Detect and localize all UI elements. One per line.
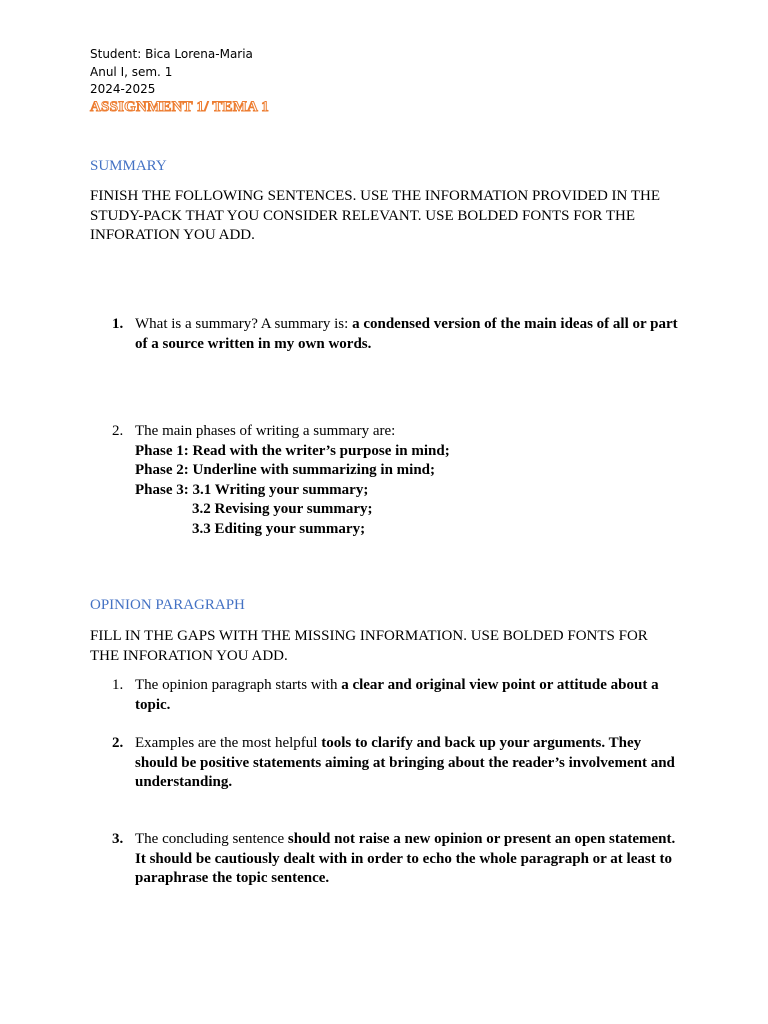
list-number: 1. — [112, 677, 124, 693]
question-prompt: The concluding sentence — [135, 831, 288, 847]
phase-3: Phase 3: 3.1 Writing your summary; — [135, 481, 369, 498]
opinion-heading: OPINION PARAGRAPH — [90, 597, 245, 613]
phase-2: Phase 2: Underline with summarizing in mind; — [135, 462, 436, 478]
question-prompt: What is a summary? A summary is: — [135, 316, 353, 332]
phase-3-2: 3.2 Revising your summary; — [192, 501, 373, 517]
assignment-title: ASSIGNMENT 1/ TEMA 1 — [90, 99, 269, 115]
opinion-instruction: FILL IN THE GAPS WITH THE MISSING INFORMATION. USE BOLDED FONTS FOR THE INFORATION YOU ADD. — [90, 628, 648, 664]
question-prompt: Examples are the most helpful — [135, 735, 322, 751]
student-name: Student: Bica Lorena-Maria — [90, 47, 253, 61]
answer-text: a condensed version of the main ideas of all or part of a source written in my own words. — [135, 316, 678, 352]
answer-text: should not raise a new opinion or present an open statement. It should be cautiously dealt with in order to echo the whole paragraph or at least to paraphrase the topic sentence. — [135, 831, 676, 886]
academic-year: 2024-2025 — [90, 82, 156, 96]
question-text — [135, 315, 683, 354]
answer-text: a clear and original view point or attitude about a topic. — [135, 677, 659, 713]
phase-1: Phase 1: Read with the writer’s purpose in mind; — [135, 442, 450, 459]
list-number: 2. — [112, 423, 124, 439]
summary-instruction: FINISH THE FOLLOWING SENTENCES. USE THE INFORMATION PROVIDED IN THE STUDY-PACK THAT YOU CONSIDER RELEVANT. USE BOLDED FONTS FOR THE INFORATION YOU ADD. — [90, 188, 660, 243]
question-prompt: The opinion paragraph starts with — [135, 677, 342, 693]
summary-heading: SUMMARY — [90, 158, 167, 174]
question-text — [135, 830, 683, 889]
question-text — [135, 422, 683, 539]
list-number: 2. — [112, 735, 124, 751]
list-number: 1. — [112, 316, 124, 332]
question-text — [135, 676, 683, 715]
question-prompt: The main phases of writing a summary are: — [135, 423, 396, 439]
question-text — [135, 734, 683, 793]
list-number: 3. — [112, 831, 124, 847]
phase-3-3: 3.3 Editing your summary; — [192, 520, 366, 537]
answer-text: tools to clarify and back up your arguments. They should be positive statements aiming at bringing about the reader’s involvement and understanding. — [135, 735, 675, 790]
year-semester: Anul I, sem. 1 — [90, 65, 173, 79]
